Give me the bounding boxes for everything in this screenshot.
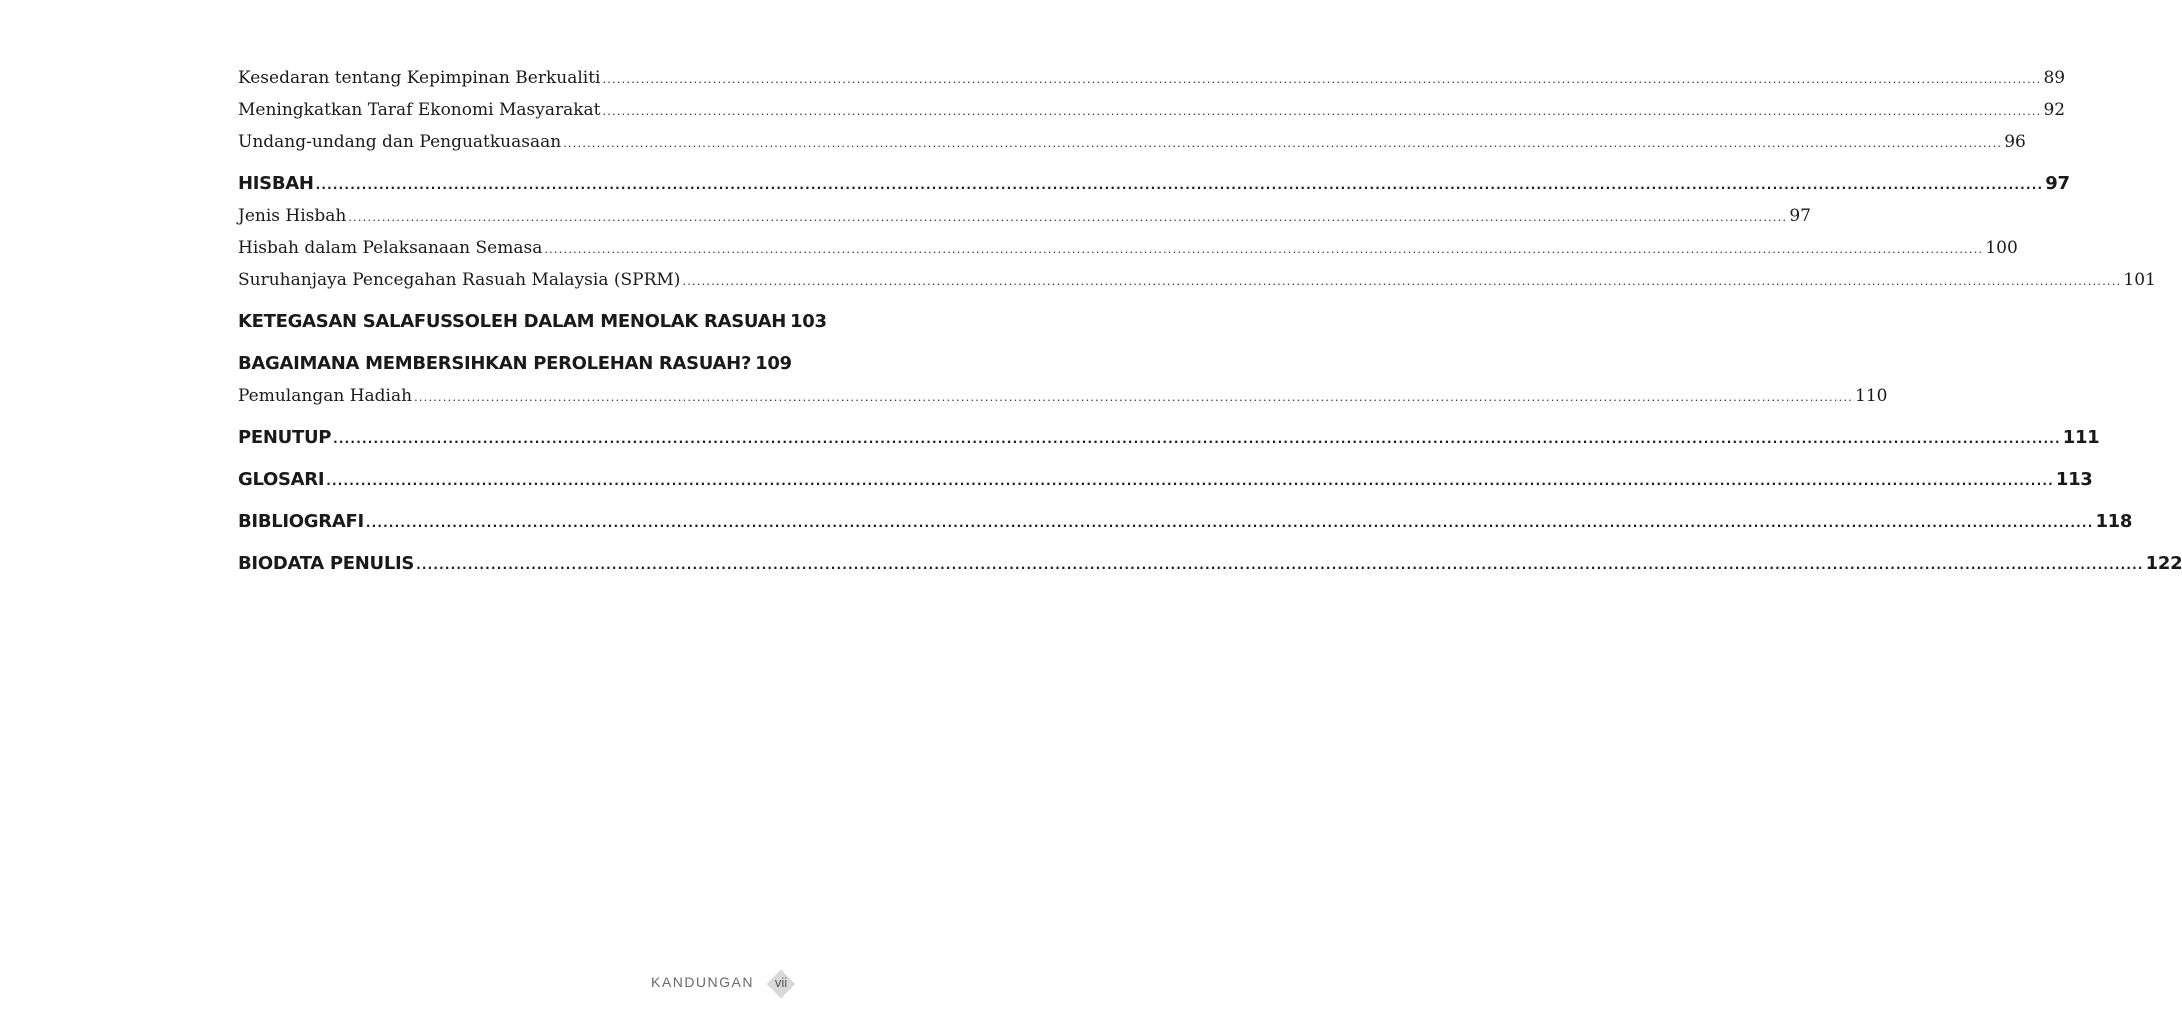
- dot-leader: ............................................................................................................................................................................................................................................................................................................: [365, 516, 2094, 530]
- dot-leader: ............................................................................................................................................................................................................................................................................................................: [602, 105, 2042, 118]
- toc-entry-title: Hisbah dalam Pelaksanaan Semasa: [238, 238, 543, 258]
- toc-chapter: [238, 348, 792, 380]
- toc-chapter-page: 97: [2045, 173, 2070, 194]
- toc-entry-title: Suruhanjaya Pencegahan Rasuah Malaysia (SPRM): [238, 270, 681, 290]
- toc-entry-page: 96: [2004, 132, 2026, 152]
- toc-entry-page: 110: [1855, 386, 1888, 406]
- toc-chapter-title: PENUTUP: [238, 427, 332, 448]
- toc-chapter-page: 109: [755, 353, 792, 374]
- toc-chapter-title: BIBLIOGRAFI: [238, 511, 364, 532]
- dot-leader: ............................................................................................................................................................................................................................................................................................................: [315, 178, 2044, 192]
- toc-entry-title: Kesedaran tentang Kepimpinan Berkualiti: [238, 68, 601, 88]
- toc-chapter-title: BAGAIMANA MEMBERSIHKAN PEROLEHAN RASUAH?: [238, 353, 752, 374]
- toc-entry: [238, 380, 1888, 412]
- toc-chapter: [238, 548, 2182, 580]
- toc-chapter-page: 118: [2095, 511, 2133, 532]
- toc-entry: [238, 126, 2026, 158]
- toc-chapter: [238, 422, 2100, 454]
- dot-leader: ............................................................................................................................................................................................................................................................................................................: [563, 137, 2003, 150]
- toc-entry: [238, 232, 2018, 264]
- toc-entry-title: Pemulangan Hadiah: [238, 386, 413, 406]
- toc-entry-title: Undang-undang dan Penguatkuasaan: [238, 132, 562, 152]
- dot-leader: ............................................................................................................................................................................................................................................................................................................: [414, 391, 1854, 404]
- toc-entry-page: 101: [2123, 270, 2156, 290]
- toc-entry: [238, 94, 2066, 126]
- toc-entry-page: 92: [2043, 100, 2066, 120]
- dot-leader: ............................................................................................................................................................................................................................................................................................................: [602, 73, 2042, 86]
- toc-chapter-title: BIODATA PENULIS: [238, 553, 415, 574]
- toc-chapter-page: 111: [2062, 427, 2100, 448]
- table-of-contents: [238, 62, 2182, 580]
- toc-entry: [238, 200, 1811, 232]
- toc-chapter: [238, 168, 2070, 200]
- toc-chapter-title: KETEGASAN SALAFUSSOLEH DALAM MENOLAK RASUAH: [238, 311, 787, 332]
- toc-entry-page: 89: [2043, 68, 2066, 88]
- page-footer: [640, 970, 810, 1000]
- toc-chapter-page: 103: [790, 311, 827, 332]
- toc-entry-page: 100: [1985, 238, 2018, 258]
- dot-leader: ............................................................................................................................................................................................................................................................................................................: [682, 275, 2122, 288]
- toc-chapter: [238, 506, 2133, 538]
- dot-leader: ............................................................................................................................................................................................................................................................................................................: [348, 211, 1788, 224]
- toc-chapter: [238, 464, 2093, 496]
- toc-chapter-page: 122: [2145, 553, 2182, 574]
- dot-leader: ............................................................................................................................................................................................................................................................................................................: [333, 432, 2061, 446]
- toc-chapter-page: 113: [2055, 469, 2093, 490]
- section-label: KANDUNGAN: [651, 974, 754, 990]
- toc-entry-title: Jenis Hisbah: [238, 206, 347, 226]
- page-number: vii: [774, 975, 788, 990]
- toc-entry: [238, 264, 2156, 296]
- toc-entry-title: Meningkatkan Taraf Ekonomi Masyarakat: [238, 100, 601, 120]
- toc-chapter: [238, 306, 827, 338]
- toc-entry-page: 97: [1789, 206, 1811, 226]
- toc-chapter-title: GLOSARI: [238, 469, 325, 490]
- page-number-marker: [768, 971, 794, 997]
- toc-entry: [238, 62, 2066, 94]
- dot-leader: ............................................................................................................................................................................................................................................................................................................: [326, 474, 2054, 488]
- toc-chapter-title: HISBAH: [238, 173, 314, 194]
- dot-leader: ............................................................................................................................................................................................................................................................................................................: [544, 243, 1984, 256]
- dot-leader: ............................................................................................................................................................................................................................................................................................................: [416, 558, 2144, 572]
